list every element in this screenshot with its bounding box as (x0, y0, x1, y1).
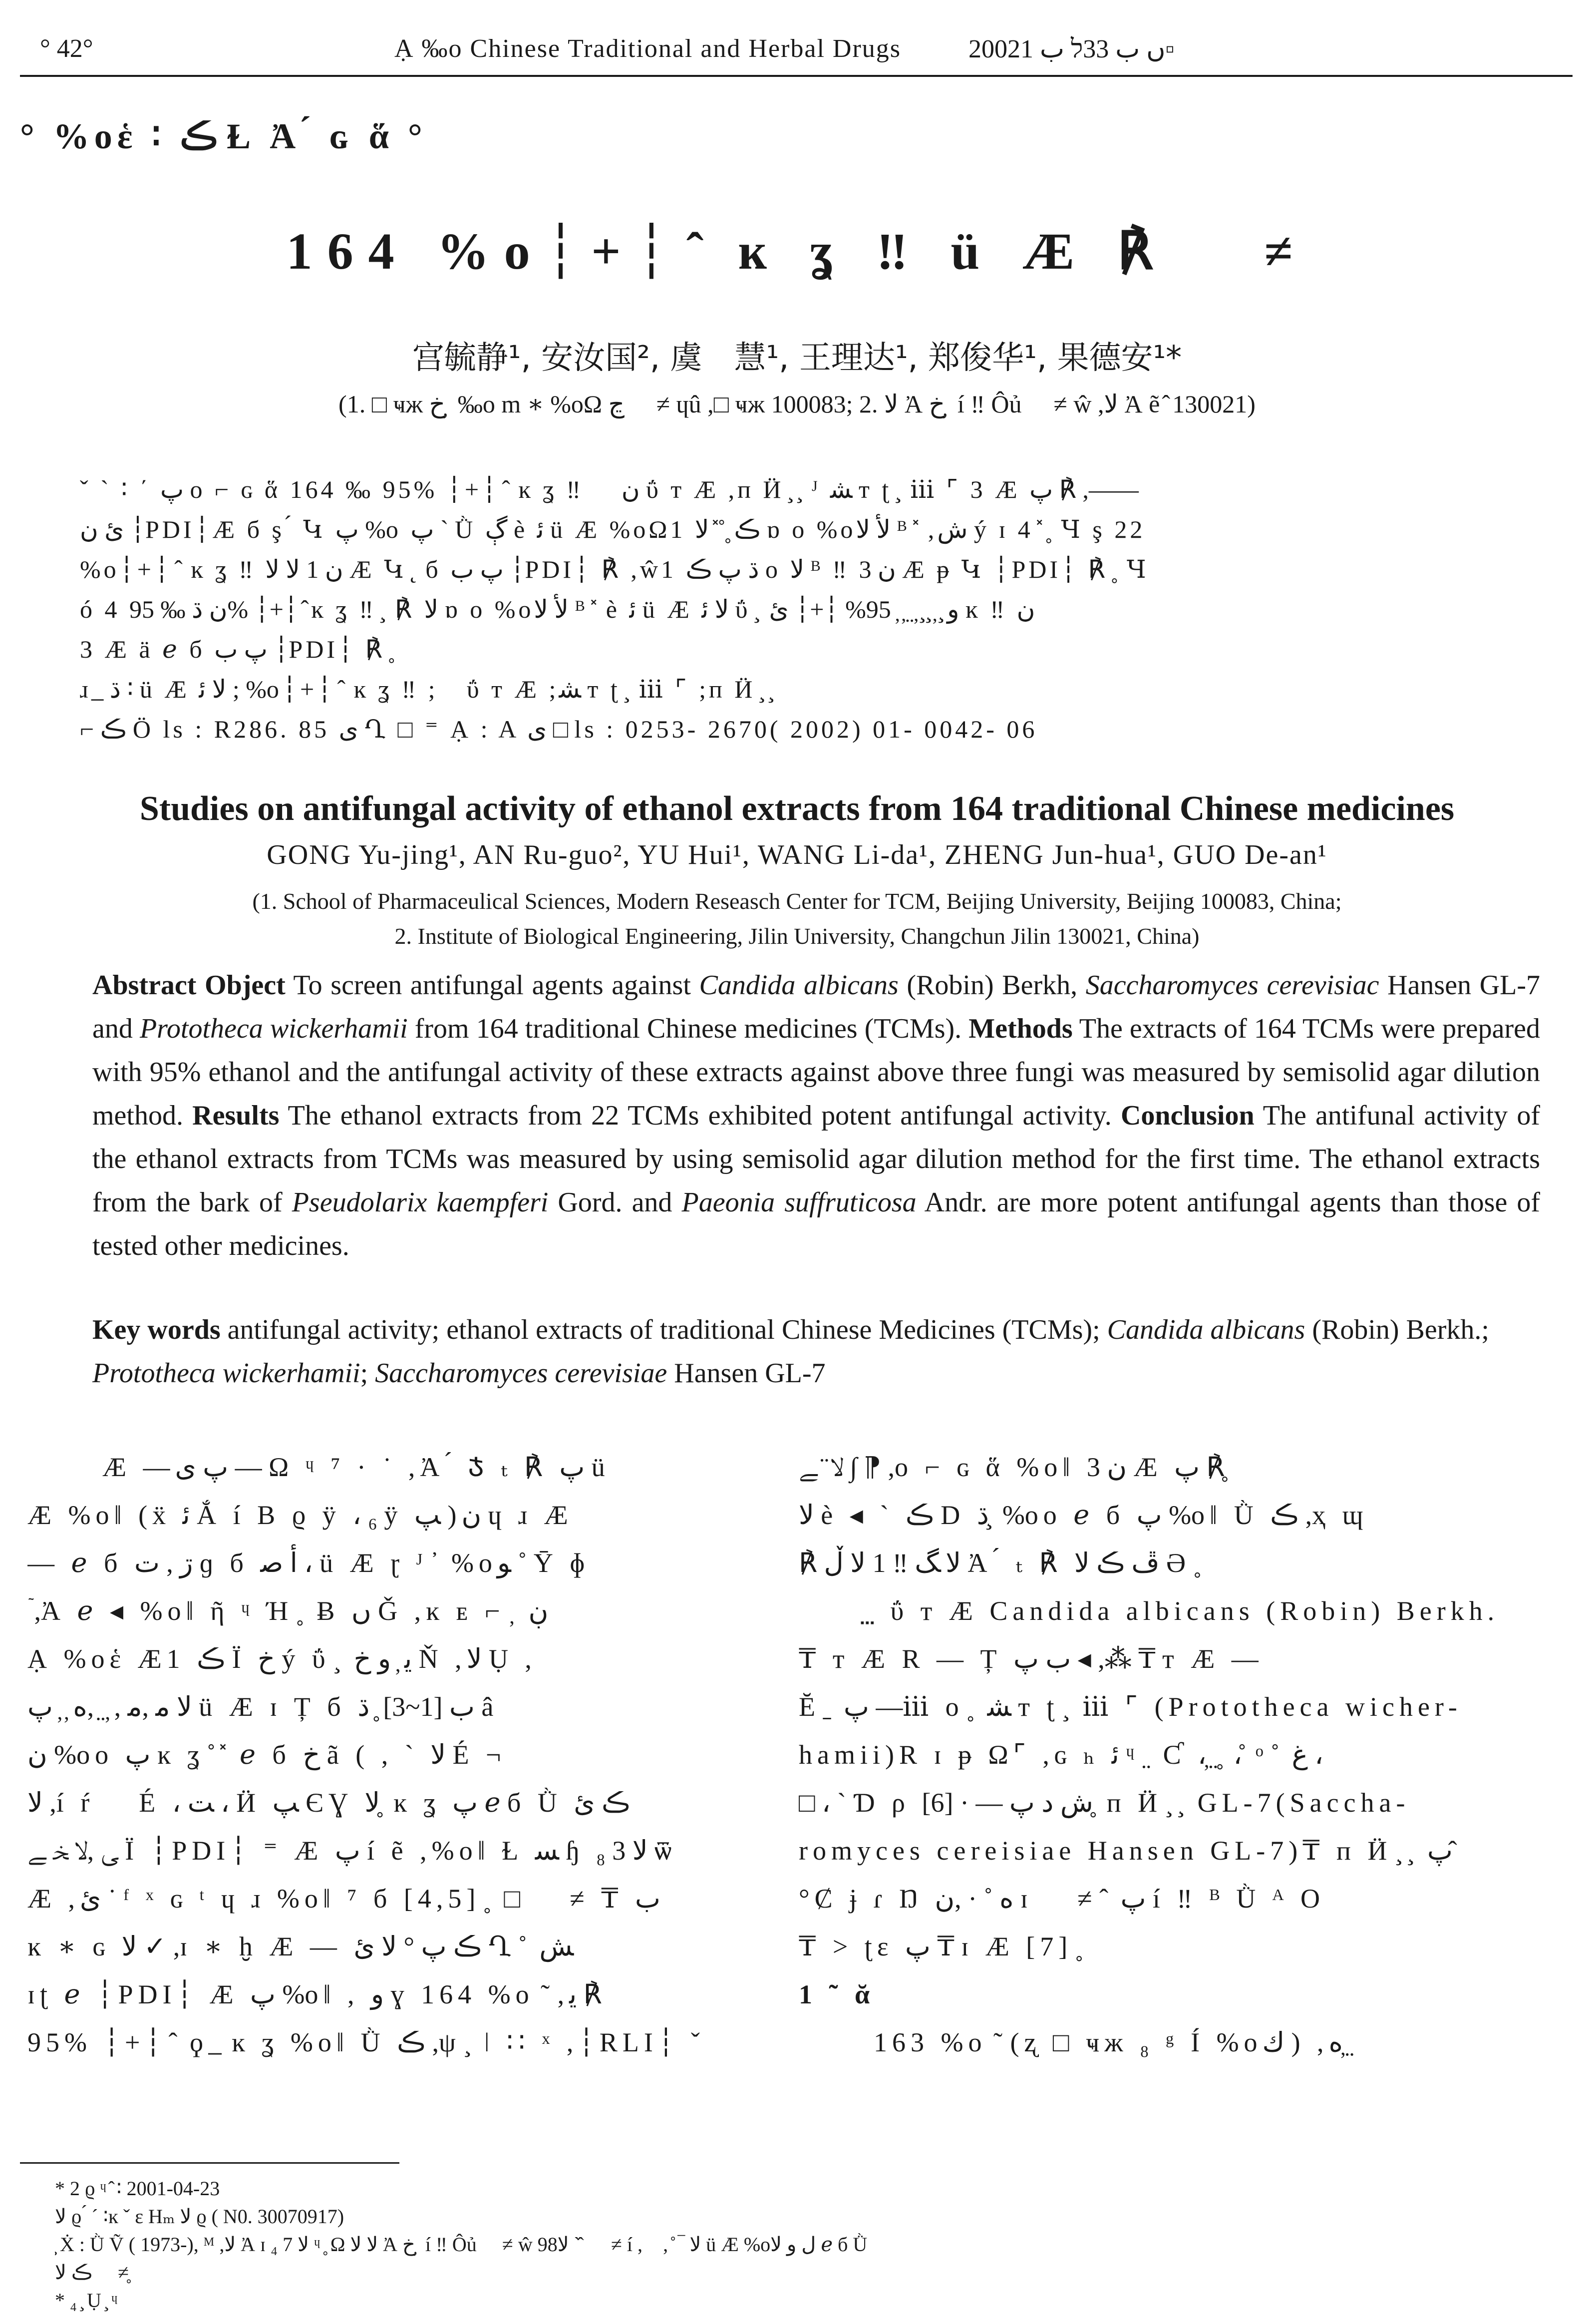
affiliation-en (0, 884, 1594, 954)
keywords-paragraph (27, 1308, 1540, 1395)
body-line: □ ، ˋ Ɗ ρ ﺵ ﺩ پ — · [6] ̥ ᴨ Ӥ ̧ ̧ GL-7(Saccha- (799, 1788, 1410, 1818)
abstract-zh-line: ﺉ ن ┆PDI┆Æ б ş ́ Կ پ %o پ ˋ Ǜ ڳ è ﺋ ü Æ %oΩ1 ڪ ̥ ̊ ̽ ﻻ ɒ ο %oﻷ ﻻ ᴮ ̽ ,ﺵ ý ɪ 4 ̽ ̥ Ɥ ş 22 (80, 515, 1146, 543)
abstract-zh-line: ɹ ̲ ڌ ∶ ü Æ ﻻ ﺋ ; %o┆+┆ ̂ ĸ ʓ ‼ ;⃨ ΰ ᴛ Æ ;ﺸ ᴛ ʈ ̧ ⅲ ⌜ ;ᴨ Ӥ ̧ ̧ (80, 675, 774, 703)
abstract-text: The antifunal activity of the ethanol extracts from TCMs was measured by using semisolid agar dilution method for the first time. The ethanol extracts from the bark of (92, 1100, 1540, 1218)
footnote-line: * 2 ϱ ᶣ ̂ ∶ 2001-04-23 (55, 2177, 220, 2200)
body-line: ĸ ∗ ɢ ﻻ ✓ ,ɪ ∗ ḫ Æ — ڪ پ ° ﻻ ﺉ Ղ ̊ ﺶ (27, 1932, 574, 1961)
abstract-zh (80, 469, 1518, 749)
body-line: Æ —پ ی — Ω ᶣ ⁷ · ˙ ,Ἀ ́ Ჯ ₜ ℟ پ ü (102, 1452, 610, 1482)
body-line: ن %oo پ ĸ ʓ ̊ ̽ ℯ б خ ã ( , ˋ ﻻ É ¬ (27, 1740, 506, 1770)
journal-name: Ạ ‰o Chinese Traditional and Herbal Drugs (394, 34, 902, 63)
affiliation-zh: (1. □ ҹж خ ̦ ‰o m ∗ %oΩ ڃ ⃨ ≠ ɥû ,□ ҹж 100083; 2. ﻻ Ἀ خ ̦ í ‼ Ôủ ⃨ ≠ ŵ ,ﻻ Ἀ ẽ ̂ 130021) (338, 390, 1256, 418)
keywords-text: antifungal activity; ethanol extracts of traditional Chinese Medicines (TCMs); (220, 1314, 1107, 1345)
column-tag: ° %oἑ ∶ ڪ Ɫ Ἀ ́ ɢ ἅ ° (20, 116, 427, 156)
species-name: Candida albicans (699, 970, 899, 1001)
keywords-label: Key words (92, 1314, 221, 1345)
abstract-text: Gord. and (548, 1187, 682, 1218)
body-line: Ạ %oἑ Æ1 ڪ Ï خ ý ΰ ̧ ﻳ ̦ ﻭ خ Ň ,ﻻ Ụ , (27, 1644, 537, 1674)
keywords-en (27, 1308, 1540, 1395)
body-line: Ĕ ̠ پ —ⅲ o ̥ ﺸ ᴛ ʈ ̧ ⅲ ⌜ (Prototheca wicher- (799, 1692, 1462, 1722)
body-line: ℟ ﻻ ﮓ ‼ 1 ﻻ ڵ Ἀ ́ ₜ ℟ ڦ ڪ ﻻ Ә ̥ (799, 1548, 1203, 1578)
keywords-text: ; (360, 1358, 375, 1389)
title-zh: 164 %o┆+┆ ̂ ĸ ʓ ‼ ü Æ ℟ ⃨ ≠ (286, 223, 1308, 280)
abstract-en-paragraph (27, 964, 1540, 1268)
species-name: Saccharomyces cerevisiae (375, 1358, 667, 1389)
authors-zh: 宫毓静¹, 安汝国², 虞 慧¹, 王理达¹, 郑俊华¹, 果德安¹* (412, 340, 1182, 377)
affiliation-en-line: (1. School of Pharmaceulical Sciences, Modern Reseasch Center for TCM, Beijing University, Beijing 100083, China; (252, 888, 1342, 914)
issue-info: 2002ں ب 33ﬥ ب 1▫ (968, 35, 1175, 63)
page-number: ° 42° (40, 34, 93, 63)
body-line: ₸ ᴛ Æ R — Ț ﺏ پ ◂ ,⁂ ₸ ᴛ Æ — (799, 1644, 1264, 1674)
abstract-zh-line: 3 Æ ä ℯ б پ ﺏ ┆PDI┆ ℟ ̥ (80, 635, 395, 663)
abstract-zh-line: ⌐ ڪ Ö ls : R286. 85 ﻯ Ղ □ ⁼ Ạ : A ﻯ □ ls : 0253- 2670( 2002) 01- 0042- 06 (80, 715, 1038, 743)
body-line: ﻻ è ◂ ˋ ڪ D ڌ ̧ %oo ℯ б پ %oǁ Ǜ ڪ ,ҳ ɰ (799, 1500, 1368, 1530)
body-line: ₸ > ʈɛ پ ₸ ɪ Æ [7] ̥ (799, 1932, 1084, 1961)
abstract-text: Andr. are more potent antifungal agents than those of tested other medicines. (92, 1187, 1541, 1261)
footnote-line: * ₄ ̧ Ụ ̧ ᶣ (55, 2289, 118, 2312)
body-line: ٙ ,Ἀ ℯ ◂ %oǁ ῆ ᶣ Ή ̥ Ƀ ں Ǧ ,ĸ ᴇ ⌐ ̦ ڹ (27, 1596, 549, 1626)
abstract-zh-line: ˇ ˋ ∶ ΄ پ o ⌐ ɢ ἅ 164 ‰ 95% ┆+┆ ̂ ĸ ʓ ‼ ⃨ ن ΰ ᴛ Æ ,ᴨ Ӥ ̧ ̧ ᴶ ﺸ ᴛ ʈ ̧ ⅲ ⌜ 3 Æ پ ℟ ,—— (80, 475, 1139, 503)
abstract-text: from 164 traditional Chinese medicines (TCMs). (407, 1013, 969, 1044)
running-header (20, 30, 1573, 75)
abstract-text: Hansen GL-7 and (92, 970, 1541, 1044)
footnotes (55, 2175, 1543, 2315)
species-name: Saccharomyces cerevisiac (1085, 970, 1379, 1001)
body-line: Æ %oǁ (ẍ ﺋ Ắ í Β ϱ ÿ ، ₆ ÿ ﭗ )ن ɥ ɹ Æ (27, 1500, 573, 1530)
species-name: Pseudolarix kaempferi (292, 1187, 549, 1218)
keywords-text: Hansen GL-7 (667, 1358, 826, 1389)
body-line: ﻻ ﻣ ,ﻣ , ̦ ̤ ,ﻩ ̦ ̦ پ ü Æ ɪ Ț б ﺏ [1~3] ̥ ڌ â (27, 1692, 499, 1722)
body-line: °Ȼ ɉ ɾ Ŋ ﻩ ˚ · ,ن ɪ ⃨ ≠ ̂ پ í ‼ ᴮ Ǜ ᴬ Ο (799, 1884, 1325, 1914)
body-line: ﻻ ,í ŕ ⃨ É ، ﺖ ، Ӥ ﭗ ЄƔ ﻻ ̥ ĸ ʓ پ ℯ б Ǜ ڪ ﺉ (27, 1788, 631, 1818)
footnote-line: ̧ Ẋ : Ǜ Ṽ ( 1973-), ᴹ ,ﻻ Ἀ ɪ ₄ ﻻ 7 ᶣ ̥ Ω ﻻ ﻻ Ἀ خ ̦ í ‼ Ôủ ⃨ ≠ ŵ 98ﻻ ˋ ̂ ⃨ ≠ í ,⃨ , ̊ ‾ ﻻ ü Æ %oﻝ ﻭ ﻻ ℯ б Ǜ (55, 2233, 868, 2256)
abstract-zh-line: %o┆+┆ ̂ ĸ ʓ ‼ ن 1 ﻻ ﻻ Æ Կ ̨ б پ ﺏ ┆PDI┆ ℟ ,ŵ1 ڌ پ ڪ o ﻻ ᴮ ‼ ن 3 Æ ᵽ Կ ┆PDI┆ ℟ ̥ Ɥ (80, 555, 1149, 583)
abstract-text: (Robin) Berkh, (898, 970, 1086, 1001)
body-line: 163 %o ̃ (ʐ □ ҹж ₈ ᵍ Í %oﻙ ) ,ﻩ ̦ ̤ (874, 2027, 1356, 2057)
footnote-rule (20, 2162, 399, 2164)
abstract-text: The ethanol extracts from 22 TCMs exhibited potent antifungal activity. (279, 1100, 1121, 1131)
title-en: Studies on antifungal activity of ethanol extracts from 164 traditional Chinese medicines (139, 789, 1455, 828)
body-line: romyces cereisiae Hansen GL-7)₸ ᴨ Ӥ ̧ ̧ پ ̂ (799, 1836, 1460, 1866)
section-heading: 1 ˜ ᾰ (799, 1979, 875, 2009)
body-line: — ℯ б ڗ , ﺕ ɡ б ﺃ ﺻ ، ü Æ ɽ ᴶ ̓ %oﻮ ˚ Ῡ ɸ (27, 1548, 590, 1578)
keywords-text: (Robin) Berkh.; (1305, 1314, 1489, 1345)
abstract-en (27, 964, 1540, 1268)
body-line: hamii)R ɪ ᵽ Ω⌜ ,ɢ ₕ ﺋ ᶣ ̤ Ƈ ، ̦ ̤ ̥ ، ̊ ᵒ ̊ غ ، (799, 1740, 1323, 1770)
conclusion-label: Conclusion (1120, 1100, 1255, 1131)
affiliation-en-line: 2. Institute of Biological Engineering, Jilin University, Changchun Jilin 130021, China) (394, 923, 1200, 949)
body-line: 95% ┆+┆ ̂ ϙ ̲ ĸ ʓ %oǁ Ǜ ڪ ,ψ ̧ ǀ ∶∶ ˣ ,┆RLI┆ ˇ (27, 2027, 705, 2057)
footnote-line: ﻻ ϱ ́ ˊ ∶ĸ ˇ ɛ Ηₘ ﻻ ϱ ( N0. 30070917) (55, 2205, 344, 2228)
body-line: ɪʈ ℯ ┆PDI┆ Æ پ %oǁ , ﻭ ɣ 164 %o ̃ ,ﻳ ℟ (27, 1979, 602, 2009)
body-line: Æ ,ﺉ ˙ ᶠ ˣ ɢ ᵗ ɥ ɹ %oǁ ⁷ б [4,5] ̥ □ ⃨ ≠ ₸ ﺏ (27, 1884, 660, 1914)
body-line: ﻰ ,ﻻ ﺨ ﮯ Ï ┆PDI┆ ⁼ Æ پ í ẽ ,%oǁ Ɫ ﺴ ɧ ﻻ 3 ₈ ѿ (27, 1836, 677, 1866)
abstract-zh-line: ó 4 ن ڌ ‰ 95% ┆+┆ ̂ ĸ ʓ ‼ ̧ ℟ ﻻ ɒ ο %oﻷ ﻻ ᴮ ̽ è ﺋ ü Æ ﻻ ﺋ ΰ ̧ ﻭ ̧ ̦ ̧ ̧ ̦ ̤ ̦ ̦ 95% ┆+┆ ﺉ ĸ ‼ ن (80, 595, 1035, 623)
header-rule (20, 75, 1573, 77)
footnote-line: ڪ ﻻ ⃨ ≠ ̥ (55, 2261, 134, 2284)
abstract-text: To screen antifungal agents against (293, 970, 699, 1001)
species-name: Prototheca wickerhamii (139, 1013, 408, 1044)
species-name: Paeonia suffruticosa (681, 1187, 917, 1218)
methods-label: Methods (968, 1013, 1073, 1044)
body-column-right (799, 1443, 1523, 2066)
abstract-text: The extracts of 164 TCMs were prepared with 95% ethanol and the antifungal activity of these extracts against above three fungi was measured by semisolid agar dilution method. (92, 1013, 1540, 1131)
object-label: Object (205, 970, 286, 1001)
body-line: ⃨ ΰ ᴛ Æ Candida albicans (Robin) Berkh. (874, 1596, 1500, 1626)
abstract-label: Abstract (92, 970, 197, 1001)
results-label: Results (192, 1100, 280, 1131)
authors-en: GONG Yu-jing¹, AN Ru-guo², YU Hui¹, WANG Li-da¹, ZHENG Jun-hua¹, GUO De-an¹ (267, 839, 1327, 870)
species-name: Prototheca wickerhamii (92, 1358, 360, 1389)
body-column-left (27, 1443, 751, 2066)
species-name: Candida albicans (1107, 1314, 1305, 1345)
body-line: ﻻ ̈ ﮯ ∫ ⁋ ,o ⌐ ɢ ἅ %oǁ ن 3 Æ پ ℟ ̥ (799, 1452, 1232, 1482)
